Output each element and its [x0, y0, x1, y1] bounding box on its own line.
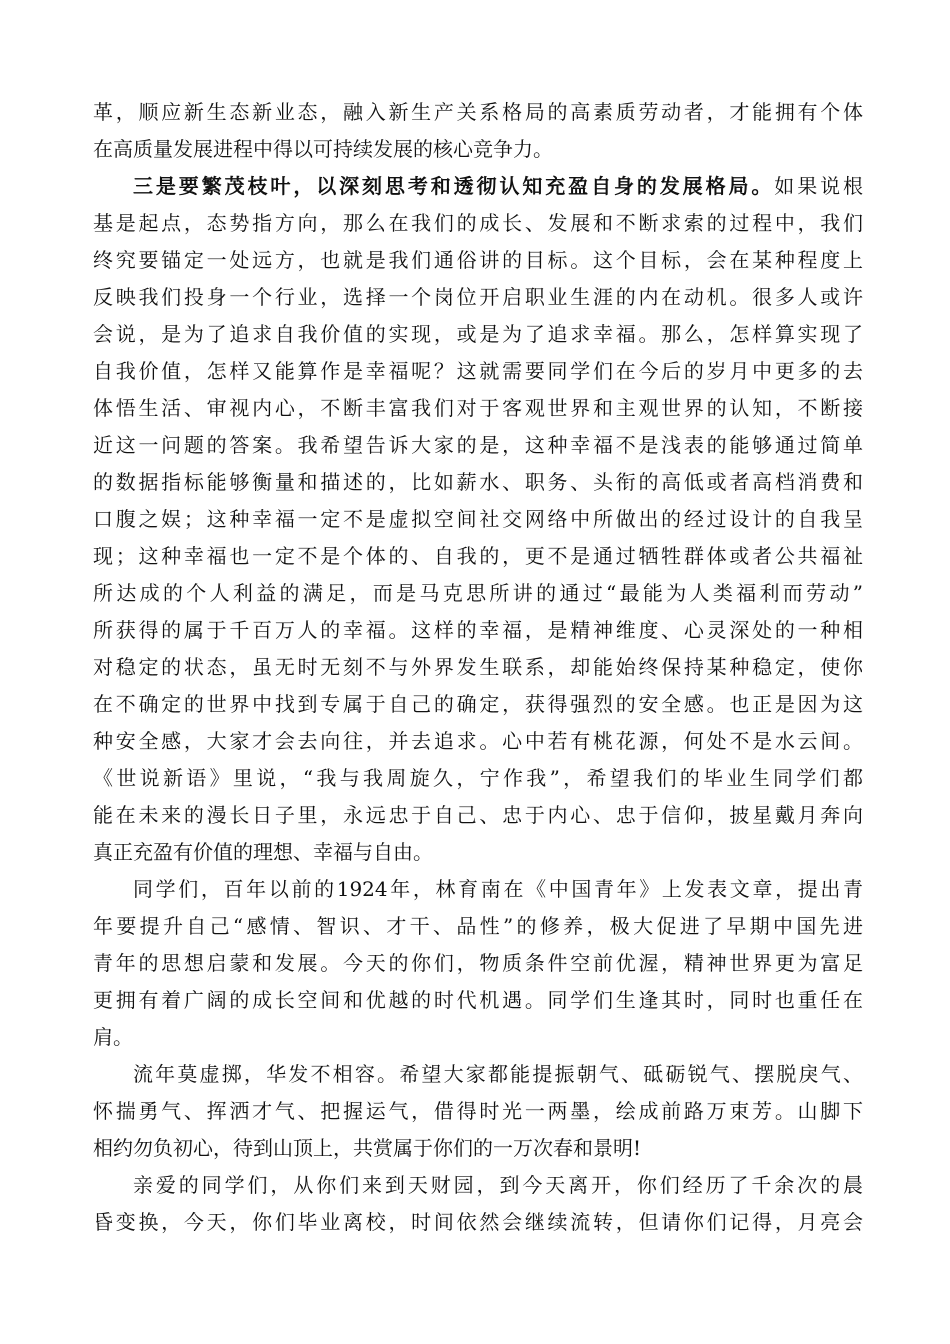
text-line: 昏变换，今天，你们毕业离校，时间依然会继续流转，但请你们记得，月亮会: [93, 1210, 863, 1234]
text-line: 口腹之娱；这种幸福一定不是虚拟空间社交网络中所做出的经过设计的自我呈: [93, 507, 863, 531]
text-line: 终究要锚定一处远方，也就是我们通俗讲的目标。这个目标，会在某种程度上: [93, 248, 863, 272]
text-line: 怀揣勇气、挥洒才气、把握运气，借得时光一两墨，绘成前路万束芳。山脚下: [93, 1099, 863, 1123]
text-line: 真正充盈有价值的理想、幸福与自由。: [93, 840, 433, 864]
text-line: 革，顺应新生态新业态，融入新生产关系格局的高素质劳动者，才能拥有个体: [93, 100, 863, 124]
text-line: 青年的思想启蒙和发展。今天的你们，物质条件空前优渥，精神世界更为富足: [93, 951, 863, 975]
text-line: 《世说新语》里说，“我与我周旋久，宁作我”，希望我们的毕业生同学们都: [93, 766, 863, 790]
text-line: 能在未来的漫长日子里，永远忠于自己、忠于内心、忠于信仰，披星戴月奔向: [93, 803, 863, 827]
text-line: 相约勿负初心，待到山顶上，共赏属于你们的一万次春和景明!: [93, 1136, 642, 1160]
text-line: 流年莫虚掷，华发不相容。希望大家都能提振朝气、砥砺锐气、摆脱戾气、: [133, 1062, 863, 1086]
text-line: 反映我们投身一个行业，选择一个岗位开启职业生涯的内在动机。很多人或许: [93, 285, 863, 309]
heading-tail: 如果说根: [774, 174, 864, 198]
text-line: 对稳定的状态，虽无时无刻不与外界发生联系，却能始终保持某种稳定，使你: [93, 655, 863, 679]
text-line: 亲爱的同学们，从你们来到天财园，到今天离开，你们经历了千余次的晨: [133, 1173, 863, 1197]
text-line: 会说，是为了追求自我价值的实现，或是为了追求幸福。那么，怎样算实现了: [93, 322, 863, 346]
text-line: 更拥有着广阔的成长空间和优越的时代机遇。同学们生逢其时，同时也重任在: [93, 988, 863, 1012]
text-line: 现；这种幸福也一定不是个体的、自我的，更不是通过牺牲群体或者公共福祉: [93, 544, 863, 568]
text-line: 在不确定的世界中找到专属于自己的确定，获得强烈的安全感。也正是因为这: [93, 692, 863, 716]
text-line: 所达成的个人利益的满足，而是马克思所讲的通过“最能为人类福利而劳动”: [93, 581, 863, 605]
text-line: 所获得的属于千百万人的幸福。这样的幸福，是精神维度、心灵深处的一种相: [93, 618, 863, 642]
text-line: 体悟生活、审视内心，不断丰富我们对于客观世界和主观世界的认知，不断接: [93, 396, 863, 420]
text-line: 在高质量发展进程中得以可持续发展的核心竞争力。: [93, 137, 553, 161]
text-line: 年要提升自己“感情、智识、才干、品性”的修养，极大促进了早期中国先进: [93, 914, 863, 938]
text-line: 同学们，百年以前的1924年，林育南在《中国青年》上发表文章，提出青: [133, 877, 863, 901]
text-line: 的数据指标能够衡量和描述的，比如薪水、职务、头衔的高低或者高档消费和: [93, 470, 863, 494]
text-line: 肩。: [93, 1025, 133, 1049]
bold-heading: 三是要繁茂枝叶，以深刻思考和透彻认知充盈自身的发展格局。: [133, 174, 775, 198]
text-line: 种安全感，大家才会去向往，并去追求。心中若有桃花源，何处不是水云间。: [93, 729, 863, 753]
text-line: 近这一问题的答案。我希望告诉大家的是，这种幸福不是浅表的能够通过简单: [93, 433, 863, 457]
paragraph-heading-line: [133, 168, 863, 204]
text-line: 基是起点，态势指方向，那么在我们的成长、发展和不断求索的过程中，我们: [93, 211, 863, 235]
text-line: 自我价值，怎样又能算作是幸福呢？这就需要同学们在今后的岁月中更多的去: [93, 359, 863, 383]
